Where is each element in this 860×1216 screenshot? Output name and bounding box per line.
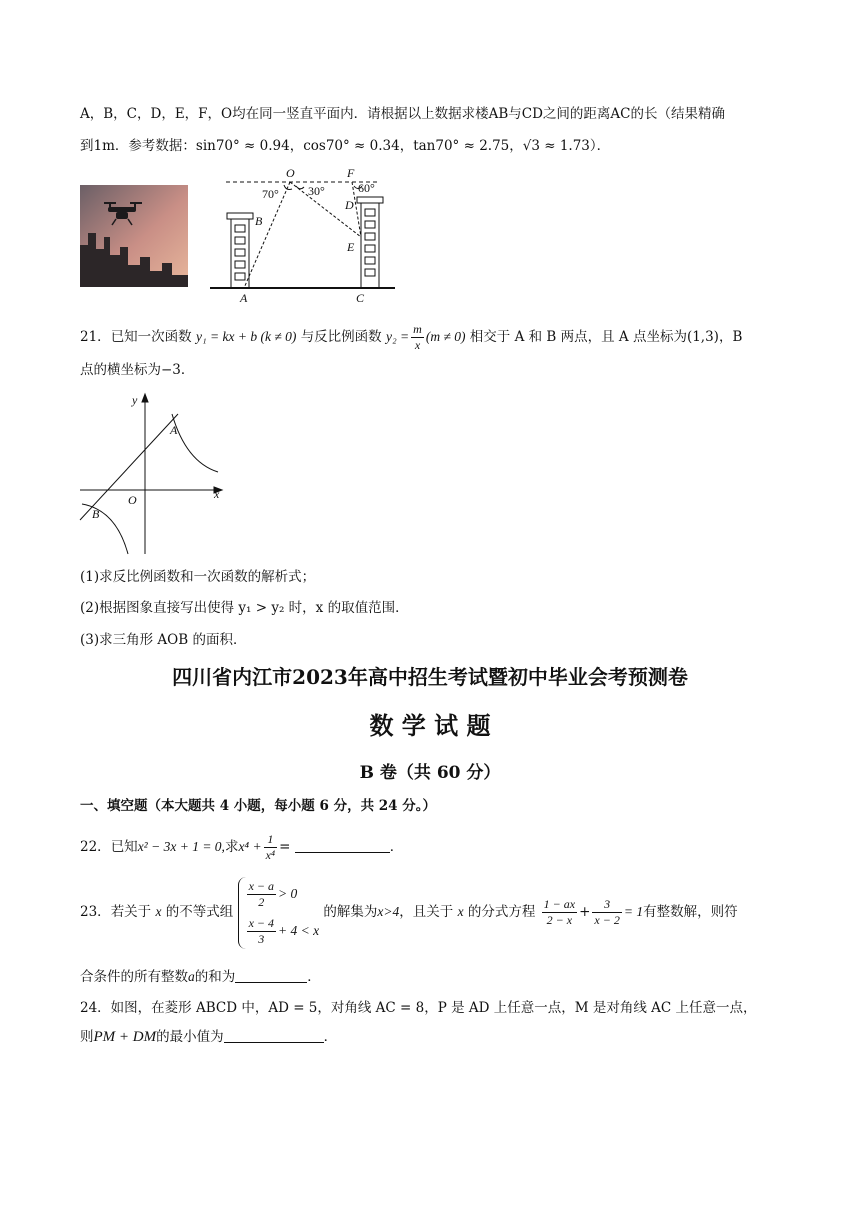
q23-line1: 23．若关于 x 的不等式组 $\frac{x - a}{2}$ > 0 $\frac{x - 4}{3}$ + 4 < x 的解集为x>4，且关于 x 的分式方程 $\frac{1 - ax}{2 - x}$ + $\frac{3}{x - 2}$ = 1有整数解，则符 — [80, 872, 738, 952]
q20-text-line2: 到1m．参考数据：sin70° ≈ 0.94，cos70° ≈ 0.34，tan70° ≈ 2.75，√3 ≈ 1.73）． — [80, 138, 611, 154]
label-B: B — [255, 214, 263, 228]
subject-title: 数 学 试 题 — [369, 711, 491, 740]
q24-line2: 则PM + DM的最小值为 ． — [80, 1029, 338, 1045]
label-E: E — [347, 240, 355, 254]
axis-y-label: y — [132, 393, 138, 407]
point-A-label: A — [170, 423, 178, 437]
axis-x-label: x — [214, 487, 220, 501]
q23-line2: 合条件的所有整数a的和为 ． — [80, 969, 321, 985]
label-D: D — [345, 198, 354, 212]
point-B-label: B — [92, 507, 100, 521]
drone-photo — [80, 185, 188, 287]
label-A: A — [240, 291, 248, 305]
fraction-3-over-x-2: $\frac{3}{x - 2}$ — [594, 897, 620, 927]
q24-answer-blank[interactable] — [224, 1028, 324, 1043]
q22-equation: x² − 3x + 1 = 0, — [137, 839, 225, 854]
function-graph — [76, 392, 226, 557]
q21-sub3: (3)求三角形 AOB 的面积． — [80, 632, 247, 648]
fraction-m-over-x: $\frac{m}{x}$ — [413, 322, 422, 352]
label-O: O — [286, 166, 295, 180]
q21-line1: 21．已知一次函数 y₁ = kx + b (k ≠ 0) 与反比例函数 y₂ = $\frac{m}{x}$ (m ≠ 0) 相交于 A 和 B 两点，且 A 点坐标为(1,3)，B — [80, 322, 743, 352]
section-title: B 卷（共 60 分） — [359, 763, 501, 783]
exam-title: 四川省内江市2023年高中招生考试暨初中毕业会考预测卷 — [172, 665, 688, 689]
q21-sub2: (2)根据图象直接写出使得 y₁ > y₂ 时，x 的取值范围． — [80, 600, 409, 616]
fraction-1-ax-over-2-x: $\frac{1 - ax}{2 - x}$ — [543, 897, 576, 927]
angle-70: 70° — [262, 187, 279, 201]
label-F: F — [347, 166, 355, 180]
building-geometry-figure — [200, 165, 400, 307]
inequality-system: $\frac{x - a}{2}$ > 0 $\frac{x - 4}{3}$ + 4 < x — [238, 877, 320, 949]
q22-answer-blank[interactable] — [295, 838, 390, 853]
label-C: C — [356, 291, 365, 305]
q21-sub1: (1)求反比例函数和一次函数的解析式； — [80, 569, 316, 585]
part1-title: 一、填空题（本大题共 4 小题，每小题 6 分，共 24 分。） — [80, 798, 437, 814]
q22-line: 22．已知x² − 3x + 1 = 0,求x⁴ + $\frac{1}{\text{x⁴}}$ = ． — [80, 832, 404, 862]
angle-60: 60° — [358, 181, 375, 195]
angle-30: 30° — [308, 184, 325, 198]
q20-text-line1: A，B，C，D，E，F，O均在同一竖直平面内．请根据以上数据求楼AB与CD之间的距离AC的长（结果精确 — [80, 106, 726, 122]
fraction-1-over-x4: $\frac{1}{\text{x⁴}}$ — [265, 832, 276, 862]
q24-line1: 24．如图，在菱形 ABCD 中，AD = 5，对角线 AC = 8，P 是 AD 上任意一点，M 是对角线 AC 上任意一点， — [80, 1000, 757, 1016]
origin-label: O — [128, 493, 137, 507]
q21-linear-function: y₁ = kx + b (k ≠ 0) — [195, 329, 297, 344]
q21-line2: 点的横坐标为−3． — [80, 362, 195, 378]
q23-answer-blank[interactable] — [235, 968, 307, 983]
